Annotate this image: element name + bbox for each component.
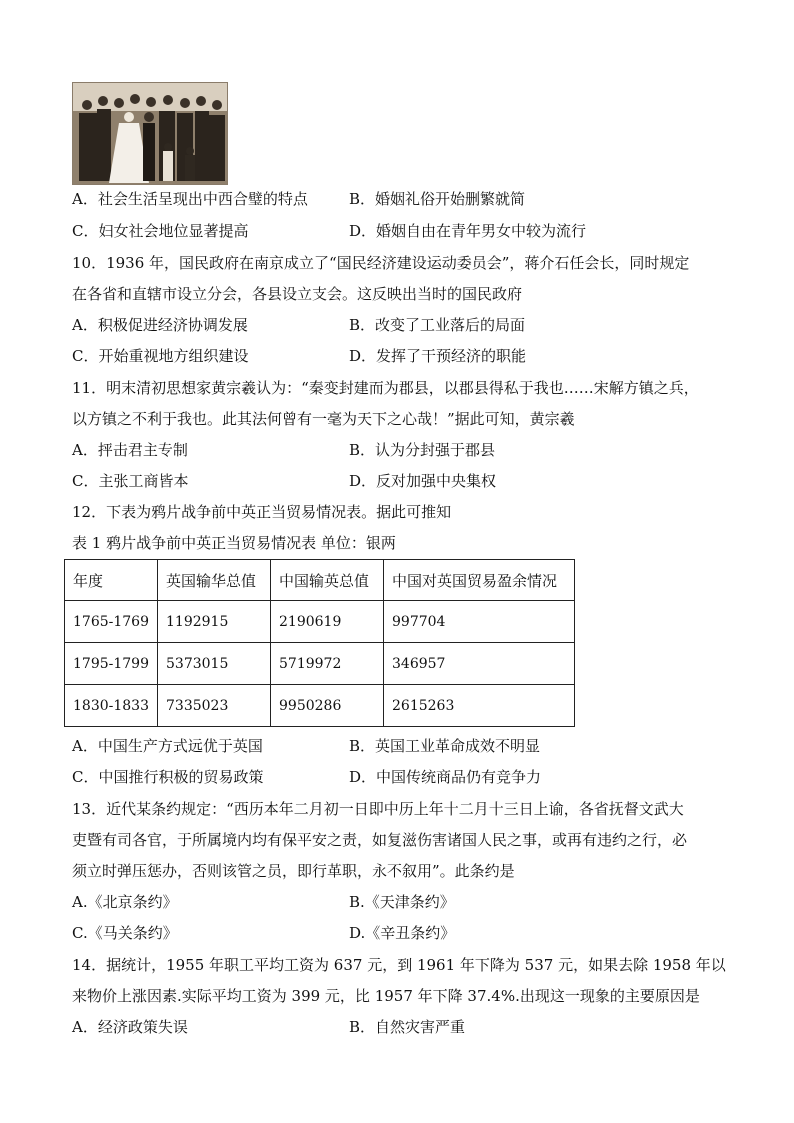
q11-option-c: C．主张工商皆本 bbox=[72, 472, 189, 490]
table-cell: 9950286 bbox=[271, 685, 384, 727]
q10-option-a: A．积极促进经济协调发展 bbox=[72, 316, 248, 334]
q10-option-b: B．改变了工业落后的局面 bbox=[349, 316, 526, 334]
table-header-cell: 中国对英国贸易盈余情况 bbox=[384, 560, 575, 601]
table-header-row bbox=[65, 560, 575, 601]
table-row bbox=[65, 643, 575, 685]
table-cell: 5373015 bbox=[158, 643, 271, 685]
q11-option-b: B．认为分封强于郡县 bbox=[349, 441, 496, 459]
q11-stem-line-1: 11．明末清初思想家黄宗羲认为：“秦变封建而为郡县，以郡县得私于我也……宋解方镇之兵， bbox=[72, 379, 699, 397]
q11-option-d: D．反对加强中央集权 bbox=[349, 472, 497, 490]
q14-stem-line-1: 14．据统计，1955 年职工平均工资为 637 元，到 1961 年下降为 537 元，如果去除 1958 年以 bbox=[72, 956, 726, 974]
q12-table-caption: 表 1 鸦片战争前中英正当贸易情况表 单位：银两 bbox=[72, 534, 396, 552]
q14-stem-line-2: 来物价上涨因素.实际平均工资为 399 元，比 1957 年下降 37.4%.出现这一现象的主要原因是 bbox=[72, 987, 700, 1005]
table-cell: 997704 bbox=[384, 601, 575, 643]
trade-table bbox=[64, 559, 575, 727]
q12-option-c: C．中国推行积极的贸易政策 bbox=[72, 768, 264, 786]
q13-stem-line-1: 13．近代某条约规定：“西历本年二月初一日即中历上年十二月十三日上谕，各省抚督文武大 bbox=[72, 800, 684, 818]
table-cell: 7335023 bbox=[158, 685, 271, 727]
q14-option-b: B．自然灾害严重 bbox=[349, 1018, 466, 1036]
q10-stem-line-2: 在各省和直辖市设立分会，各县设立支会。这反映出当时的国民政府 bbox=[72, 285, 523, 303]
q9-option-d: D．婚姻自由在青年男女中较为流行 bbox=[349, 222, 587, 240]
q12-option-b: B．英国工业革命成效不明显 bbox=[349, 737, 541, 755]
table-header-cell: 中国输英总值 bbox=[271, 560, 384, 601]
q9-option-b: B．婚姻礼俗开始删繁就简 bbox=[349, 190, 526, 208]
table-cell: 2615263 bbox=[384, 685, 575, 727]
wedding-photo bbox=[72, 82, 228, 185]
q13-option-d: D.《辛丑条约》 bbox=[349, 924, 456, 942]
q12-stem: 12．下表为鸦片战争前中英正当贸易情况表。据此可推知 bbox=[72, 503, 452, 521]
q10-option-c: C．开始重视地方组织建设 bbox=[72, 347, 249, 365]
table-row bbox=[65, 685, 575, 727]
q10-stem-line-1: 10．1936 年，国民政府在南京成立了“国民经济建设运动委员会”，蒋介石任会长，同时规定 bbox=[72, 254, 690, 272]
q13-option-c: C.《马关条约》 bbox=[72, 924, 178, 942]
table-cell: 1795-1799 bbox=[65, 643, 158, 685]
q12-option-a: A．中国生产方式远优于英国 bbox=[72, 737, 263, 755]
table-cell: 1830-1833 bbox=[65, 685, 158, 727]
table-cell: 5719972 bbox=[271, 643, 384, 685]
q11-stem-line-2: 以方镇之不利于我也。此其法何曾有一毫为天下之心哉！”据此可知，黄宗羲 bbox=[72, 410, 575, 428]
table-cell: 2190619 bbox=[271, 601, 384, 643]
table-header-cell: 英国输华总值 bbox=[158, 560, 271, 601]
wedding-photo-illustration bbox=[73, 83, 227, 184]
q13-option-a: A.《北京条约》 bbox=[72, 893, 178, 911]
q9-option-c: C．妇女社会地位显著提高 bbox=[72, 222, 249, 240]
table-header-cell: 年度 bbox=[65, 560, 158, 601]
q10-option-d: D．发挥了干预经济的职能 bbox=[349, 347, 527, 365]
q13-stem-line-2: 吏暨有司各官，于所属境内均有保平安之责，如复滋伤害诸国人民之事，或再有违约之行，必 bbox=[72, 831, 688, 849]
table-row bbox=[65, 601, 575, 643]
q11-option-a: A．抨击君主专制 bbox=[72, 441, 188, 459]
q13-stem-line-3: 须立时弹压惩办，否则该管之员，即行革职，永不叙用”。此条约是 bbox=[72, 862, 515, 880]
table-cell: 1192915 bbox=[158, 601, 271, 643]
q13-option-b: B.《天津条约》 bbox=[349, 893, 455, 911]
table-cell: 1765-1769 bbox=[65, 601, 158, 643]
q14-option-a: A．经济政策失误 bbox=[72, 1018, 188, 1036]
table-cell: 346957 bbox=[384, 643, 575, 685]
q9-option-a: A．社会生活呈现出中西合璧的特点 bbox=[72, 190, 308, 208]
q12-option-d: D．中国传统商品仍有竞争力 bbox=[349, 768, 542, 786]
